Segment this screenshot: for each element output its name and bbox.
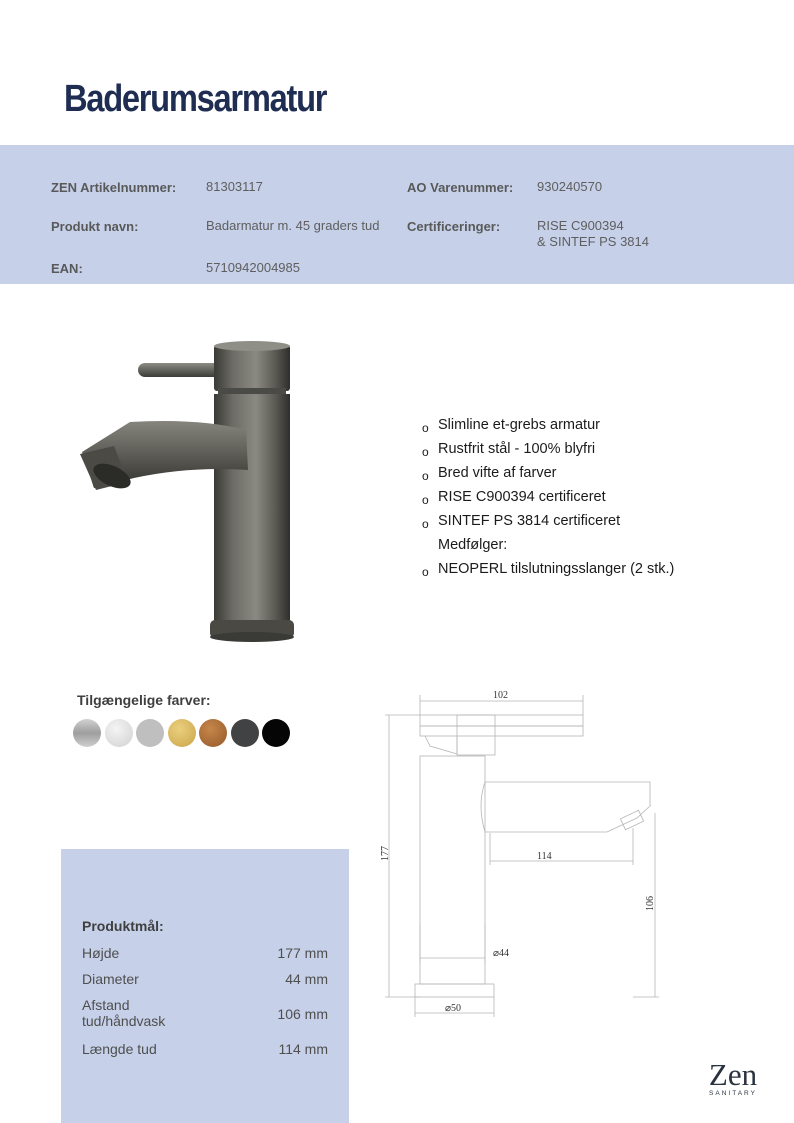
- dimension-label-spout-length: 114: [537, 851, 552, 862]
- page-title: Baderumsarmatur: [64, 78, 327, 120]
- certification-value-1: RISE C900394: [537, 218, 624, 233]
- article-number-value: 81303117: [206, 179, 263, 194]
- faucet-product-photo: [70, 330, 310, 660]
- ao-number-value: 930240570: [537, 179, 603, 194]
- feature-list: [422, 415, 762, 583]
- swatch-brushed-steel[interactable]: [73, 719, 101, 747]
- color-swatches: [73, 719, 290, 747]
- certification-value-2: & SINTEF PS 3814: [537, 234, 649, 249]
- swatch-black[interactable]: [262, 719, 290, 747]
- dimension-label-width: 102: [493, 690, 508, 701]
- feature-item: o NEOPERL tilslutningsslanger (2 stk.): [422, 561, 675, 579]
- feature-item-included-heading: Medfølger:: [438, 537, 508, 553]
- feature-item: o Rustfrit stål - 100% blyfri: [422, 441, 596, 459]
- dimension-label-base-diameter: ⌀50: [445, 1003, 462, 1014]
- swatch-copper[interactable]: [199, 719, 227, 747]
- feature-item: o RISE C900394 certificeret: [422, 489, 606, 507]
- ean-value: 5710942004985: [206, 260, 300, 275]
- feature-item: o SINTEF PS 3814 certificeret: [422, 513, 621, 531]
- ean-label: EAN:: [51, 261, 83, 276]
- ao-number-label: AO Varenummer:: [407, 180, 514, 195]
- feature-item: o Slimline et-grebs armatur: [422, 417, 600, 435]
- dimension-row-spout-distance: Afstand tud/håndvask 106 mm: [82, 997, 328, 1029]
- available-colors-title: Tilgængelige farver:: [77, 692, 211, 708]
- swatch-silver[interactable]: [136, 719, 164, 747]
- feature-item: o Bred vifte af farver: [422, 465, 557, 483]
- dimension-label-height: 177: [380, 846, 391, 861]
- dimension-label-body-diameter: ⌀44: [493, 948, 510, 959]
- article-number-label: ZEN Artikelnummer:: [51, 180, 177, 195]
- certifications-label: Certificeringer:: [407, 219, 501, 234]
- product-info-band: [0, 145, 794, 284]
- product-name-value: Badarmatur m. 45 graders tud: [206, 218, 380, 233]
- technical-drawing: [375, 683, 675, 1023]
- swatch-brushed-gold[interactable]: [168, 719, 196, 747]
- dimension-label-spout-height: 106: [645, 896, 656, 911]
- dimensions-title: Produktmål:: [82, 918, 164, 934]
- swatch-chrome[interactable]: [105, 719, 133, 747]
- product-dimensions-box: Produktmål: Højde 177 mm Diameter 44 mm Afstand tud/håndvask 106 mm Længde tud 114 mm: [61, 849, 349, 1123]
- zen-sanitary-logo: Zen SANITARY: [708, 1057, 758, 1097]
- product-name-label: Produkt navn:: [51, 219, 139, 234]
- swatch-gunmetal[interactable]: [231, 719, 259, 747]
